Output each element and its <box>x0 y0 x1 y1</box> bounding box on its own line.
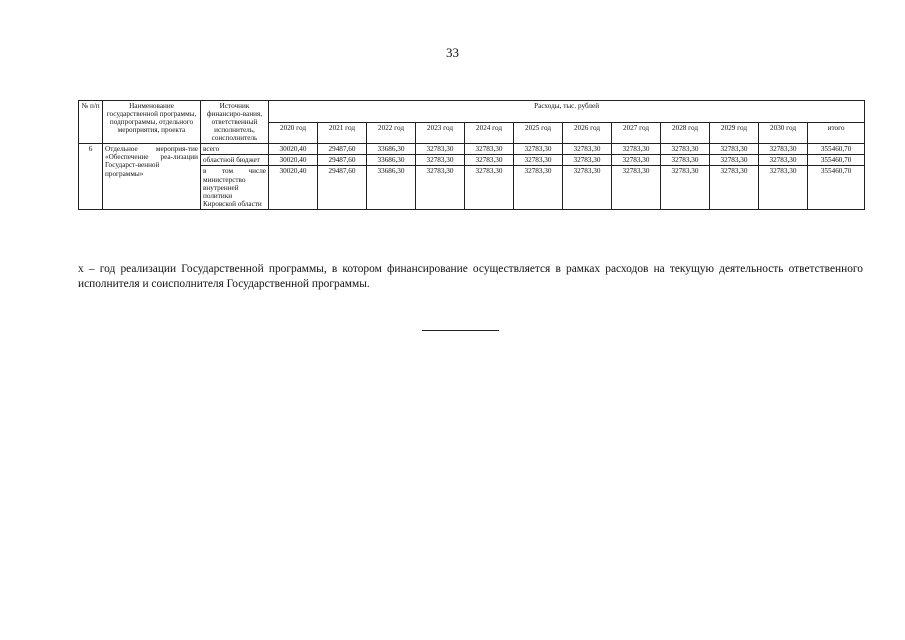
value-cell: 32783,30 <box>612 166 661 209</box>
header-year: 2020 год <box>269 122 318 144</box>
value-cell: 29487,60 <box>318 166 367 209</box>
header-year: 2024 год <box>465 122 514 144</box>
value-cell: 32783,30 <box>514 144 563 155</box>
value-cell: 32783,30 <box>514 155 563 166</box>
header-year: 2025 год <box>514 122 563 144</box>
value-cell: 32783,30 <box>416 144 465 155</box>
header-year: 2022 год <box>367 122 416 144</box>
value-cell: 32783,30 <box>465 155 514 166</box>
header-source: Источник финансиро-вания, ответственный исполнитель, соисполнитель <box>201 101 269 144</box>
header-year: 2023 год <box>416 122 465 144</box>
budget-table <box>78 100 865 210</box>
value-cell: 33686,30 <box>367 144 416 155</box>
header-year: 2028 год <box>661 122 710 144</box>
value-cell: 32783,30 <box>759 166 808 209</box>
value-cell: 32783,30 <box>710 166 759 209</box>
funding-source-cell: областной бюджет <box>201 155 269 166</box>
value-cell: 33686,30 <box>367 166 416 209</box>
value-cell: 32783,30 <box>563 144 612 155</box>
funding-source-cell: всего <box>201 144 269 155</box>
value-cell: 32783,30 <box>563 155 612 166</box>
value-cell: 32783,30 <box>710 144 759 155</box>
value-cell: 32783,30 <box>759 155 808 166</box>
footnote: х – год реализации Государственной программы, в котором финансирование осуществляется в рамках расходов на текущую деятельность ответственного исполнителя и соисполнителя Государственной программы. <box>78 263 863 290</box>
header-row <box>79 101 865 123</box>
value-cell: 355460,70 <box>808 155 865 166</box>
value-cell: 355460,70 <box>808 144 865 155</box>
value-cell: 33686,30 <box>367 155 416 166</box>
table-row <box>79 144 865 155</box>
divider-line <box>422 330 499 331</box>
header-year: итого <box>808 122 865 144</box>
header-no: № п/п <box>79 101 103 144</box>
header-name: Наименование государственной программы, подпрограммы, отдельного мероприятия, проекта <box>103 101 201 144</box>
value-cell: 32783,30 <box>661 155 710 166</box>
header-year: 2029 год <box>710 122 759 144</box>
funding-source-cell: в том числе министерство внутренней политики Кировской области <box>201 166 269 209</box>
value-cell: 32783,30 <box>416 155 465 166</box>
row-no: 6 <box>79 144 103 209</box>
page-number: 33 <box>446 45 459 60</box>
value-cell: 32783,30 <box>661 166 710 209</box>
header-year: 2030 год <box>759 122 808 144</box>
header-expenses: Расходы, тыс. рублей <box>269 101 865 123</box>
value-cell: 32783,30 <box>416 166 465 209</box>
value-cell: 32783,30 <box>514 166 563 209</box>
value-cell: 32783,30 <box>612 144 661 155</box>
value-cell: 32783,30 <box>465 166 514 209</box>
value-cell: 32783,30 <box>759 144 808 155</box>
value-cell: 32783,30 <box>612 155 661 166</box>
header-year: 2021 год <box>318 122 367 144</box>
value-cell: 29487,60 <box>318 155 367 166</box>
value-cell: 32783,30 <box>563 166 612 209</box>
value-cell: 30020,40 <box>269 166 318 209</box>
value-cell: 355460,70 <box>808 166 865 209</box>
value-cell: 32783,30 <box>465 144 514 155</box>
value-cell: 32783,30 <box>661 144 710 155</box>
value-cell: 32783,30 <box>710 155 759 166</box>
value-cell: 30020,40 <box>269 155 318 166</box>
row-name: Отдельное мероприя-тие «Обеспечение реа-лизации Государст-венной программы» <box>103 144 201 209</box>
header-year: 2027 год <box>612 122 661 144</box>
header-year: 2026 год <box>563 122 612 144</box>
value-cell: 30020,40 <box>269 144 318 155</box>
value-cell: 29487,60 <box>318 144 367 155</box>
